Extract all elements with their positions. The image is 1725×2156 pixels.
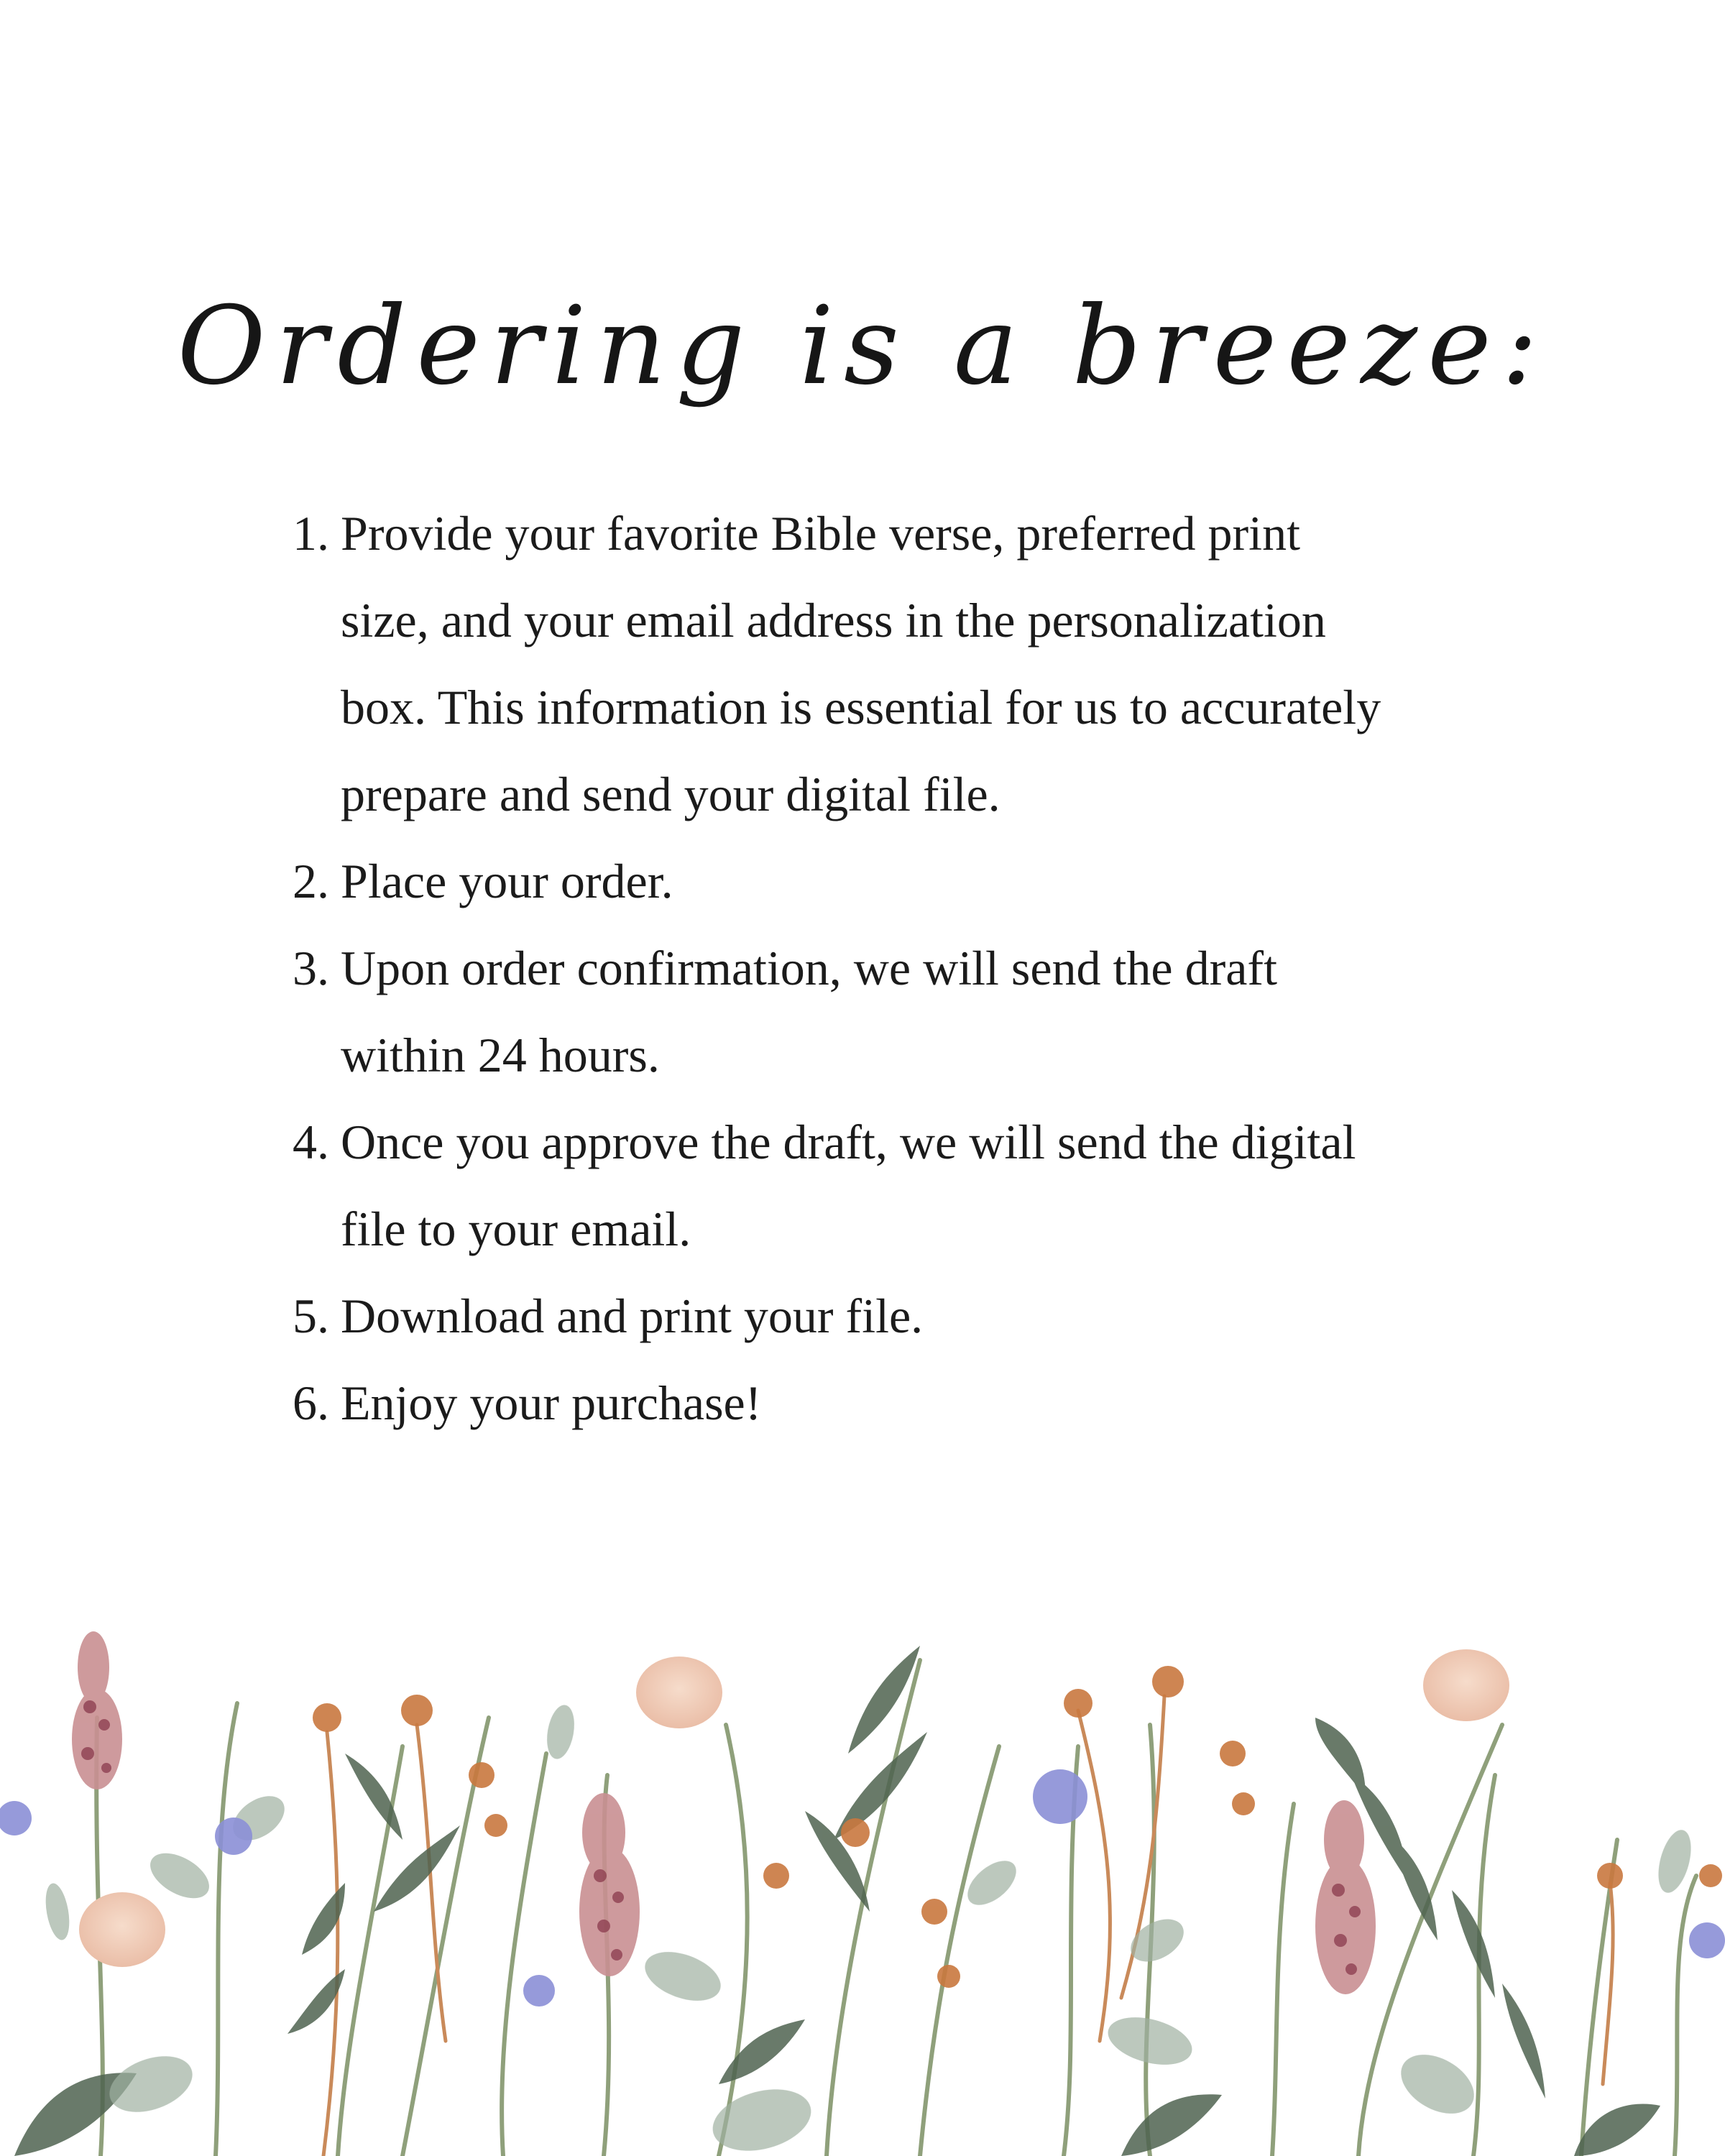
step-text [341,925,1481,1099]
step-number: 6. [293,1376,329,1430]
watercolor-wildflower-border [0,1538,1725,2156]
step-line: file to your email. [341,1202,691,1256]
step-line: Once you approve the draft, we will send the digital [341,1115,1356,1169]
step-text [341,490,1481,838]
step-text [341,838,1481,925]
step-number: 4. [293,1115,329,1169]
list-item [273,1360,1481,1447]
page-title: Ordering is a breeze: [177,284,1548,409]
step-line: Enjoy your purchase! [341,1376,762,1430]
orange-flowers [313,1666,1722,1988]
step-line: size, and your email address in the personalization [341,593,1326,648]
step-text [341,1360,1481,1447]
steps-list [273,490,1481,1447]
step-line: Download and print your file. [341,1289,924,1343]
leaves-light [42,1703,1697,2156]
step-number: 3. [293,941,329,995]
step-line: Place your order. [341,854,673,908]
list-item [273,838,1481,925]
step-number: 5. [293,1289,329,1343]
step-text [341,1099,1481,1273]
step-line: within 24 hours. [341,1028,660,1082]
step-number: 2. [293,854,329,908]
step-line: Provide your favorite Bible verse, preferred print [341,506,1300,561]
list-item [273,1273,1481,1360]
list-item [273,490,1481,838]
step-line: Upon order confirmation, we will send the draft [341,941,1277,995]
step-text [341,1273,1481,1360]
list-item [273,1099,1481,1273]
list-item [273,925,1481,1099]
step-number: 1. [293,506,329,561]
step-line: prepare and send your digital file. [341,767,1000,821]
step-line: box. This information is essential for us to accurately [341,680,1381,734]
